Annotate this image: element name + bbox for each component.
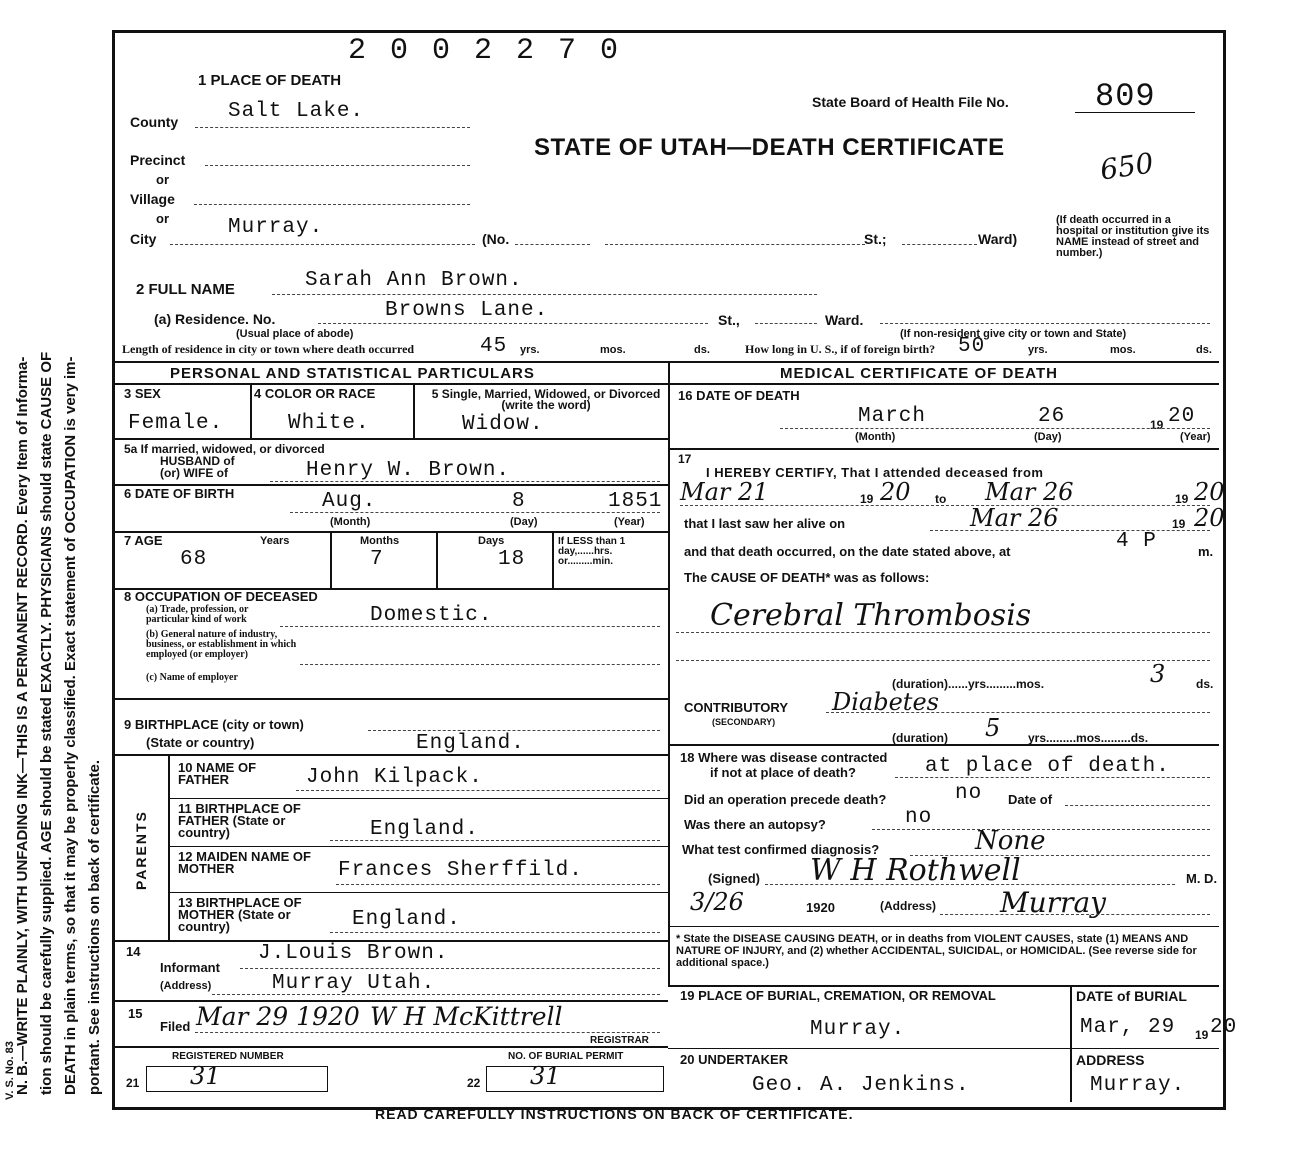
cause-value: Cerebral Thrombosis [710,598,1032,633]
mother-birthplace-label: 13 BIRTHPLACE OF MOTHER (State or country) [178,895,302,934]
parents-divider [168,754,170,940]
filed-label: Filed [160,1019,191,1034]
certificate-number: 2 0 0 2 2 7 0 [348,34,622,68]
place-of-death-heading: 1 PLACE OF DEATH [198,72,342,89]
center-column-divider [668,361,670,986]
residence-ward-label: Ward. [825,312,864,328]
village-label: Village [130,191,175,207]
dod-month-value: March [858,405,927,428]
parents-row-1 [168,798,668,799]
length-years-value: 45 [480,335,508,358]
death-occurred-label: and that death occurred, on the date stated above, at [684,544,1011,559]
undertaker-address-label: ADDRESS [1076,1052,1145,1068]
informant-address-line [212,994,660,995]
duration2-value: 5 [985,714,1001,742]
dob-line [290,512,660,513]
dod-day-value: 26 [1038,405,1066,428]
burial-date-label: DATE of BURIAL [1076,988,1187,1004]
us-yrs-label: yrs. [1028,344,1048,356]
burial-place-value: Murray. [810,1018,906,1041]
burial-century: 19 [1195,1028,1209,1042]
how-long-us-label: How long in U. S., if of foreign birth? [745,342,936,356]
parents-row-2 [168,846,668,847]
color-value: White. [288,412,370,435]
file-no-value: 809 [1095,78,1156,115]
autopsy-label: Was there an autopsy? [684,817,826,832]
cause-line-1 [676,632,1210,633]
file-no-line [1075,112,1195,113]
dob-year-label: (Year) [614,516,645,528]
duration1-ds: ds. [1196,677,1214,691]
contributory-line [826,712,1210,713]
usual-place-note: (Usual place of abode) [236,328,354,340]
last-saw-date: Mar 26 [970,504,1059,532]
dod-line [780,428,1210,429]
certificate-title: STATE OF UTAH—DEATH CERTIFICATE [534,134,1005,161]
dob-month-value: Aug. [322,490,377,513]
age-months-value: 7 [370,548,384,571]
dob-label: 6 DATE OF BIRTH [124,486,235,501]
heading-underline [115,383,1219,385]
burial-mid-line [668,1048,1219,1049]
father-name-line [296,790,660,791]
physician-address-value: Murray [1000,886,1106,919]
duration2-rest: yrs.........mos.........ds. [1028,731,1149,745]
signed-signature: W H Rothwell [810,853,1021,888]
instruction-line-3: DEATH in plain terms, so that it may be properly classified. Exact statement of OCCUPATION is very im- [62,356,79,1095]
age-label: 7 AGE [124,533,163,548]
county-line [195,127,470,128]
occupation-label: 8 OCCUPATION OF DECEASED [124,589,318,604]
age-divider-2 [436,531,438,588]
street-no-line [515,244,590,245]
autopsy-value: no [905,806,933,829]
to-century: 19 [1175,492,1189,506]
occupation-value: Domestic. [370,604,493,627]
dod-year-label: (Year) [1180,431,1211,443]
row-divider-6 [115,754,668,756]
or-label-2: or [156,211,169,226]
reg-number-value: 31 [190,1062,221,1090]
cause-line-2 [676,660,1210,661]
death-time-m: m. [1198,544,1214,559]
informant-label: Informant [160,960,220,975]
color-label: 4 COLOR OR RACE [254,386,376,401]
length-yrs-label: yrs. [520,344,540,356]
dob-year-value: 1851 [608,490,663,513]
precinct-label: Precinct [130,152,186,168]
contracted-label-2: if not at place of death? [710,765,856,780]
filed-date: Mar 29 1920 [196,1002,360,1031]
how-long-us-value: 50 [958,335,986,358]
length-ds-label: ds. [694,344,710,356]
occupation-a-label: (a) Trade, profession, or particular kind of work [146,604,249,625]
length-mos-label: mos. [600,344,626,356]
burial-permit-label: NO. OF BURIAL PERMIT [508,1051,624,1062]
medical-row-2 [668,744,1219,746]
row-divider-5 [115,698,668,700]
dod-year-value: 20 [1168,405,1196,428]
occupation-line [280,626,660,627]
filed-num: 15 [128,1006,143,1021]
full-name-label: 2 FULL NAME [136,281,235,298]
mother-name-line [336,884,660,885]
sex-color-divider [250,383,252,438]
marital-label: 5 Single, Married, Widowed, or Divorced (write the word) [431,387,661,412]
residence-label: (a) Residence. No. [154,311,276,327]
full-name-line [272,294,817,295]
father-birthplace-label: 11 BIRTHPLACE OF FATHER (State or country) [178,801,301,840]
burial-year-value: 20 [1210,1016,1238,1039]
mother-birthplace-value: England. [352,908,461,931]
informant-line [240,968,660,969]
precinct-line [205,165,470,166]
parents-row-3 [168,892,668,893]
duration1-label: (duration)......yrs.........mos. [892,677,1045,691]
date-of-death-label: 16 DATE OF DEATH [678,388,800,403]
test-label: What test confirmed diagnosis? [682,842,880,857]
informant-num: 14 [126,944,141,959]
contracted-label: 18 Where was disease contracted [680,750,888,765]
duration2-label: (duration) [892,731,948,745]
father-name-value: John Kilpack. [306,766,483,789]
age-months-label: Months [360,535,400,547]
signed-label: (Signed) [708,871,760,886]
marital-value: Widow. [462,413,544,436]
street-no-label: (No. [482,231,510,247]
permit-index: 22 [467,1076,481,1090]
city-value: Murray. [228,216,324,239]
parents-label: PARENTS [133,810,149,890]
age-divider-1 [330,531,332,588]
registrar-label: REGISTRAR [590,1035,649,1046]
age-days-value: 18 [498,548,526,571]
dod-century: 19 [1150,418,1164,432]
secondary-label: (SECONDARY) [712,717,776,727]
section-divider [115,361,1219,363]
or-label-1: or [156,172,169,187]
ward-label: Ward) [978,231,1018,247]
informant-address-label: (Address) [160,980,212,992]
from-century: 19 [860,492,874,506]
city-label: City [130,231,157,247]
reg-number-box [146,1066,328,1092]
us-ds-label: ds. [1196,344,1212,356]
to-label: to [935,492,947,506]
burial-top-line [668,985,1219,987]
row-divider-9 [115,1046,668,1048]
birthplace-label: 9 BIRTHPLACE (city or town) [124,717,304,732]
row-divider-3 [115,531,668,533]
permit-box [486,1066,664,1092]
footnote: * State the DISEASE CAUSING DEATH, or in deaths from VIOLENT CAUSES, state (1) MEANS AND NATURE OF INJURY, and (2) whether ACCIDENTAL, SUICIDAL, or HOMICIDAL. (See reverse side for additional space.) [676,933,1197,969]
city-line [170,244,475,245]
county-value: Salt Lake. [228,100,365,123]
sex-label: 3 SEX [124,386,161,401]
father-name-label: 10 NAME OF FATHER [178,760,257,787]
burial-column-divider [1070,985,1072,1102]
operation-value: no [955,782,983,805]
occupation-b-label: (b) General nature of industry, business, or establishment in which employed (or employer) [146,629,297,660]
date-of-label: Date of [1008,792,1053,807]
permit-value: 31 [530,1062,561,1090]
form-number: V. S. No. 83 [4,1041,16,1100]
filed-signature: W H McKittrell [370,1002,563,1031]
medical-row-1 [668,448,1219,450]
instruction-line-1: N. B.—WRITE PLAINLY, WITH UNFADING INK—THIS IS A PERMANENT RECORD. Every Item of Informa- [14,356,31,1095]
dob-day-label: (Day) [510,516,538,528]
hospital-note: (If death occurred in a hospital or institution give its NAME instead of street and number.) [1056,214,1210,259]
length-of-residence-label: Length of residence in city or town where death occurred [122,342,415,356]
instruction-line-2: tion should be carefully supplied. AGE should be stated EXACTLY. PHYSICIANS should state CAUSE OF [38,351,55,1095]
informant-value: J.Louis Brown. [258,942,449,965]
footer-instruction: READ CAREFULLY INSTRUCTIONS ON BACK OF CERTIFICATE. [375,1106,854,1122]
county-label: County [130,114,179,130]
attended-to-year: 20 [1194,478,1225,506]
file-no-label: State Board of Health File No. [812,94,1009,110]
residence-ward-line [880,323,1210,324]
father-birthplace-line [330,840,660,841]
birthplace-state-label: (State or country) [146,735,255,750]
dob-day-value: 8 [512,490,526,513]
filed-line [195,1032,660,1033]
reg-number-index: 21 [126,1076,140,1090]
undertaker-label: 20 UNDERTAKER [680,1052,789,1067]
instruction-line-4: portant. See instructions on back of certificate. [86,759,103,1095]
md-label: M. D. [1186,871,1218,886]
contributory-value: Diabetes [832,688,939,716]
registered-number-label: REGISTERED NUMBER [172,1051,284,1062]
personal-heading: PERSONAL AND STATISTICAL PARTICULARS [170,365,535,382]
contributory-label: CONTRIBUTORY [684,700,788,715]
burial-place-label: 19 PLACE OF BURIAL, CREMATION, OR REMOVAL [680,988,996,1003]
spouse-label-3: (or) WIFE of [160,466,228,480]
medical-heading: MEDICAL CERTIFICATE OF DEATH [780,365,1058,382]
age-divider-3 [552,531,554,588]
last-saw-year: 20 [1194,504,1225,532]
burial-date-value: Mar, 29 [1080,1016,1176,1039]
undertaker-value: Geo. A. Jenkins. [752,1074,970,1097]
mother-name-value: Frances Sherffild. [338,859,583,882]
age-years-label: Years [260,535,290,547]
medical-row-3 [668,926,1219,927]
spouse-label-1: 5a If married, widowed, or divorced [124,442,325,456]
less-than-day-note: If LESS than 1 day,......hrs. or.........min. [558,536,626,567]
last-saw-line [930,530,1210,531]
physician-address-label: (Address) [880,899,937,913]
attended-from-year: 20 [880,478,911,506]
informant-address-value: Murray Utah. [272,972,436,995]
death-time: 4 P [1116,530,1157,553]
street-label: St.; [864,231,887,247]
dod-day-label: (Day) [1034,431,1062,443]
test-value: None [975,826,1046,856]
duration1-value: 3 [1150,660,1166,688]
dod-month-label: (Month) [855,431,896,443]
age-years-value: 68 [180,548,208,571]
color-marital-divider [413,383,415,438]
operation-date-line [1065,805,1210,806]
attended-to: Mar 26 [985,478,1074,506]
contracted-line [895,777,1210,778]
signed-line [765,884,1175,885]
dob-month-label: (Month) [330,516,371,528]
us-mos-label: mos. [1110,344,1136,356]
last-saw-century: 19 [1172,517,1186,531]
physician-address-line [940,914,1210,915]
street-line [605,244,865,245]
birthplace-city-line [368,730,660,731]
spouse-label-2: HUSBAND of [160,454,235,468]
sex-value: Female. [128,412,224,435]
contracted-value: at place of death. [925,755,1170,778]
mother-name-label: 12 MAIDEN NAME OF MOTHER [178,849,311,876]
spouse-value: Henry W. Brown. [306,459,511,482]
birthplace-value: England. [416,732,525,755]
certify-text: I HEREBY CERTIFY, That I attended deceased from [706,465,1044,480]
signed-year: 1920 [806,900,835,915]
full-name-value: Sarah Ann Brown. [305,269,523,292]
handwritten-number: 650 [1097,146,1156,187]
row-divider-1 [115,438,668,440]
certify-num: 17 [678,452,692,466]
residence-st-label: St., [718,312,740,328]
residence-value: Browns Lane. [385,299,549,322]
last-saw-label: that I last saw her alive on [684,516,846,531]
village-line [194,204,470,205]
mother-birthplace-line [330,932,660,933]
residence-line [318,323,708,324]
nonresident-note: (If non-resident give city or town and State) [900,328,1127,340]
age-days-label: Days [478,535,505,547]
father-birthplace-value: England. [370,818,479,841]
signed-date: 3/26 [690,888,744,916]
undertaker-address-value: Murray. [1090,1074,1186,1097]
cause-label: The CAUSE OF DEATH* was as follows: [684,570,930,585]
attended-line [680,505,1210,506]
residence-st-line [755,323,817,324]
spouse-line [270,481,660,482]
ward-line [902,244,977,245]
operation-label: Did an operation precede death? [684,792,887,807]
attended-from: Mar 21 [680,478,769,506]
occupation-c-label: (c) Name of employer [146,672,238,683]
occupation-b-line [300,664,660,665]
